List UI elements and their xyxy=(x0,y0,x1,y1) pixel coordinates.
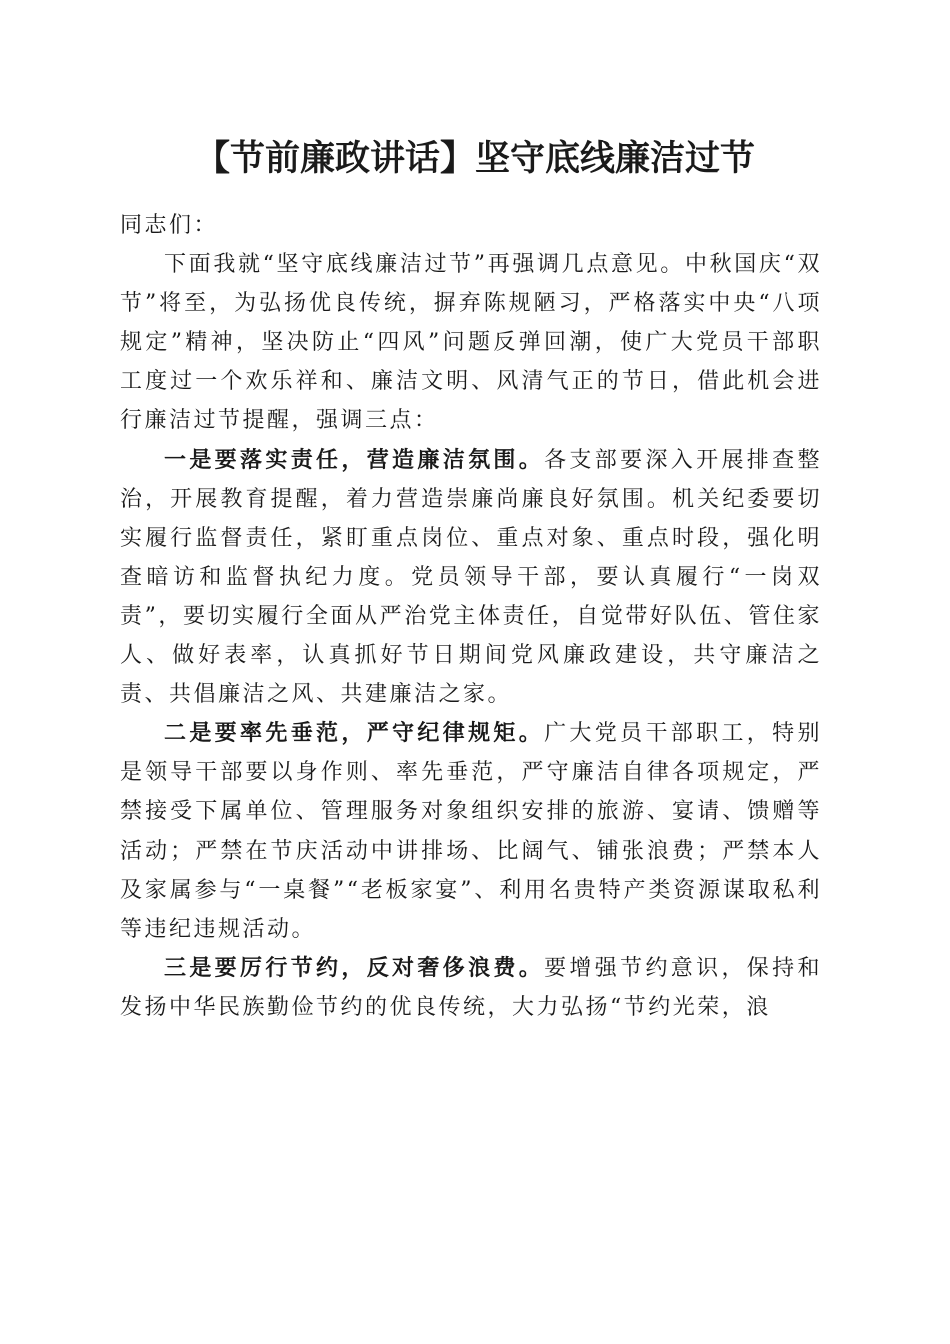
paragraph-lead: 二是要率先垂范，严守纪律规矩。 xyxy=(164,721,545,747)
paragraph-lead: 三是要厉行节约，反对奢侈浪费。 xyxy=(164,955,545,981)
salutation: 同志们： xyxy=(120,213,219,238)
paragraph-lead: 一是要落实责任，营造廉洁氛围。 xyxy=(164,447,545,473)
paragraph-intro xyxy=(120,245,822,440)
paragraph-text: 下面我就“坚守底线廉洁过节”再强调几点意见。中秋国庆“双节”将至，为弘扬优良传统，摒弃陈规陋习，严格落实中央“八项规定”精神，坚决防止“四风”问题反弹回潮，使广大党员干部职工度过一个欢乐祥和、廉洁文明、风清气正的节日，借此机会进行廉洁过节提醒，强调三点： xyxy=(120,252,822,434)
document-title: 【节前廉政讲话】坚守底线廉洁过节 xyxy=(194,139,755,179)
paragraph-text: 各支部要深入开展排查整治，开展教育提醒，着力营造崇廉尚廉良好氛围。机关纪委要切实履行监督责任，紧盯重点岗位、重点对象、重点时段，强化明查暗访和监督执纪力度。党员领导干部，要认真履行“一岗双责”，要切实履行全面从严治党主体责任，自觉带好队伍、管住家人、做好表率，认真抓好节日期间党风廉政建设，共守廉洁之责、共倡廉洁之风、共建廉洁之家。 xyxy=(120,447,822,708)
paragraph-point-three xyxy=(120,949,822,1027)
paragraph-point-one xyxy=(120,441,822,715)
paragraph-text: 广大党员干部职工，特别是领导干部要以身作则、率先垂范，严守廉洁自律各项规定，严禁接受下属单位、管理服务对象组织安排的旅游、宴请、馈赠等活动；严禁在节庆活动中讲排场、比阔气、铺张浪费；严禁本人及家属参与“一桌餐”“老板家宴”、利用名贵特产类资源谋取私利等违纪违规活动。 xyxy=(120,721,822,942)
paragraph-point-two xyxy=(120,714,822,949)
paragraph-text: 要增强节约意识，保持和发扬中华民族勤俭节约的优良传统，大力弘扬“节约光荣，浪 xyxy=(120,955,822,1020)
document-body xyxy=(120,206,822,1027)
